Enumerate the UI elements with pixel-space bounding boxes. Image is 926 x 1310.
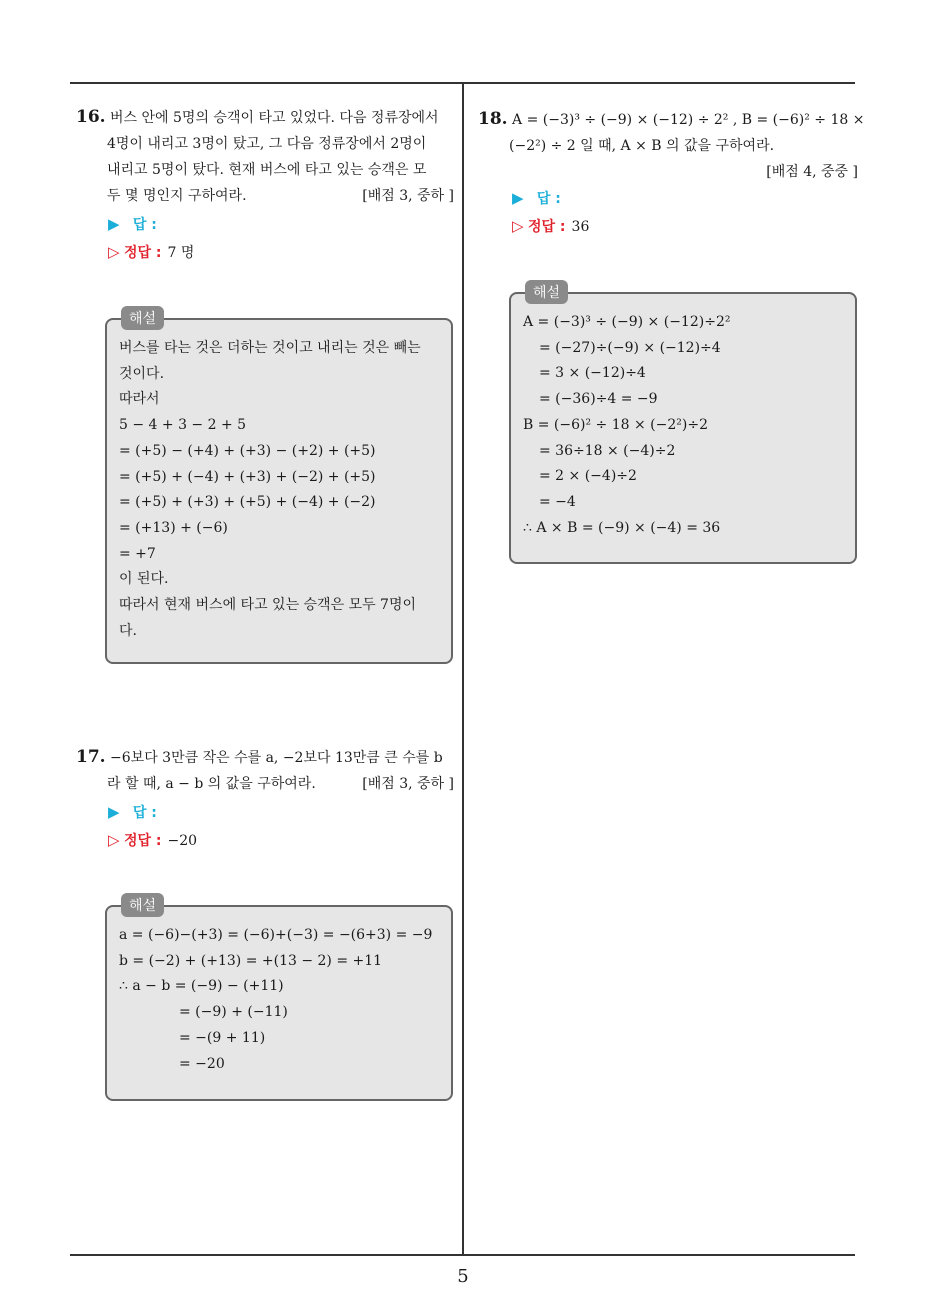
problem-18	[478, 106, 865, 185]
outline-arrow-icon: ▷	[512, 217, 524, 235]
solution-box-16	[105, 311, 453, 664]
problem-text-line: 내리고 5명이 탔다. 현재 버스에 타고 있는 승객은 모	[107, 162, 427, 178]
solution-box-17	[105, 898, 453, 1101]
answer-label: 답 :	[132, 805, 157, 821]
solution-line: b = (−2) + (+13) = +(13 − 2) = +11	[119, 952, 383, 969]
page-number: 5	[457, 1266, 469, 1287]
solution-line: 5 − 4 + 3 − 2 + 5	[119, 417, 247, 434]
solution-line: 것이다.	[119, 365, 165, 382]
answer-row	[512, 188, 561, 208]
problem-number: 17.	[76, 747, 106, 767]
problem-number: 18.	[478, 109, 508, 129]
solution-line: = 3 × (−12)÷4	[539, 365, 646, 382]
solution-line: a = (−6)−(+3) = (−6)+(−3) = −(6+3) = −9	[119, 927, 433, 943]
answer-key-label: 정답 :	[528, 219, 566, 235]
score-label: [배점 3, 중하 ]	[362, 776, 454, 792]
answer-key-row	[512, 216, 589, 236]
solution-line: = (+5) + (−4) + (+3) + (−2) + (+5)	[119, 468, 376, 485]
solution-line: ∴ A × B = (−9) × (−4) = 36	[523, 519, 721, 536]
footer-rule	[70, 1254, 855, 1256]
problem-17	[76, 744, 454, 797]
solution-tag: 해설	[121, 306, 164, 330]
solution-line: = (+5) + (+3) + (+5) + (−4) + (−2)	[119, 494, 376, 511]
solution-line: 다.	[119, 622, 137, 639]
column-divider	[462, 83, 464, 1256]
answer-key-label: 정답 :	[124, 245, 162, 261]
solution-line: = −20	[179, 1055, 225, 1072]
solution-line: = (−36)÷4 = −9	[539, 391, 658, 408]
play-arrow-icon: ▶	[512, 189, 524, 207]
answer-row	[108, 802, 157, 822]
problem-text-line: −6보다 3만큼 작은 수를 a, −2보다 13만큼 큰 수를 b	[110, 750, 443, 766]
answer-key-row	[108, 242, 194, 262]
outline-arrow-icon: ▷	[108, 831, 120, 849]
problem-text-line: 4명이 내리고 3명이 탔고, 그 다음 정류장에서 2명이	[107, 136, 427, 152]
answer-label: 답 :	[132, 217, 157, 233]
solution-line: 따라서	[119, 391, 160, 408]
answer-key-value: −20	[167, 833, 198, 849]
solution-line: = −4	[539, 493, 576, 510]
play-arrow-icon: ▶	[108, 215, 120, 233]
score-label: [배점 3, 중하 ]	[362, 188, 454, 204]
problem-text-line: 버스 안에 5명의 승객이 타고 있었다. 다음 정류장에서	[110, 110, 439, 126]
solution-line: = 2 × (−4)÷2	[539, 468, 637, 485]
solution-line: 버스를 타는 것은 더하는 것이고 내리는 것은 빼는	[119, 340, 421, 356]
solution-line: = 36÷18 × (−4)÷2	[539, 442, 676, 459]
answer-key-value: 7 명	[167, 245, 195, 261]
solution-line: = (+13) + (−6)	[119, 519, 228, 536]
solution-line: = −(9 + 11)	[179, 1029, 266, 1046]
problem-16	[76, 104, 454, 209]
solution-line: = (−9) + (−11)	[179, 1004, 288, 1021]
answer-key-row	[108, 830, 197, 850]
solution-line: 이 된다.	[119, 571, 169, 588]
solution-line: A = (−3)³ ÷ (−9) × (−12)÷2²	[523, 314, 731, 330]
solution-line: B = (−6)² ÷ 18 × (−2²)÷2	[523, 416, 708, 433]
problem-text-line: A = (−3)³ ÷ (−9) × (−12) ÷ 2² , B = (−6)² ÷ 18 ×	[512, 112, 865, 128]
problem-number: 16.	[76, 107, 106, 127]
problem-text-line: (−2²) ÷ 2 일 때, A × B 의 값을 구하여라.	[509, 138, 775, 154]
outline-arrow-icon: ▷	[108, 243, 120, 261]
solution-line: 따라서 현재 버스에 타고 있는 승객은 모두 7명이	[119, 597, 417, 614]
solution-tag: 해설	[525, 280, 568, 304]
problem-text-line: 두 몇 명인지 구하여라.	[107, 188, 247, 204]
answer-row	[108, 214, 157, 234]
answer-key-label: 정답 :	[124, 833, 162, 849]
solution-tag: 해설	[121, 893, 164, 917]
answer-label: 답 :	[536, 191, 561, 207]
solution-line: ∴ a − b = (−9) − (+11)	[119, 978, 284, 995]
solution-line: = (+5) − (+4) + (+3) − (+2) + (+5)	[119, 442, 376, 459]
problem-text-line: 라 할 때, a − b 의 값을 구하여라.	[107, 776, 316, 792]
play-arrow-icon: ▶	[108, 803, 120, 821]
score-label: [배점 4, 중중 ]	[766, 164, 858, 180]
solution-line: = +7	[119, 545, 156, 562]
solution-line: = (−27)÷(−9) × (−12)÷4	[539, 339, 721, 356]
answer-key-value: 36	[571, 219, 590, 235]
solution-box-18	[509, 285, 857, 564]
